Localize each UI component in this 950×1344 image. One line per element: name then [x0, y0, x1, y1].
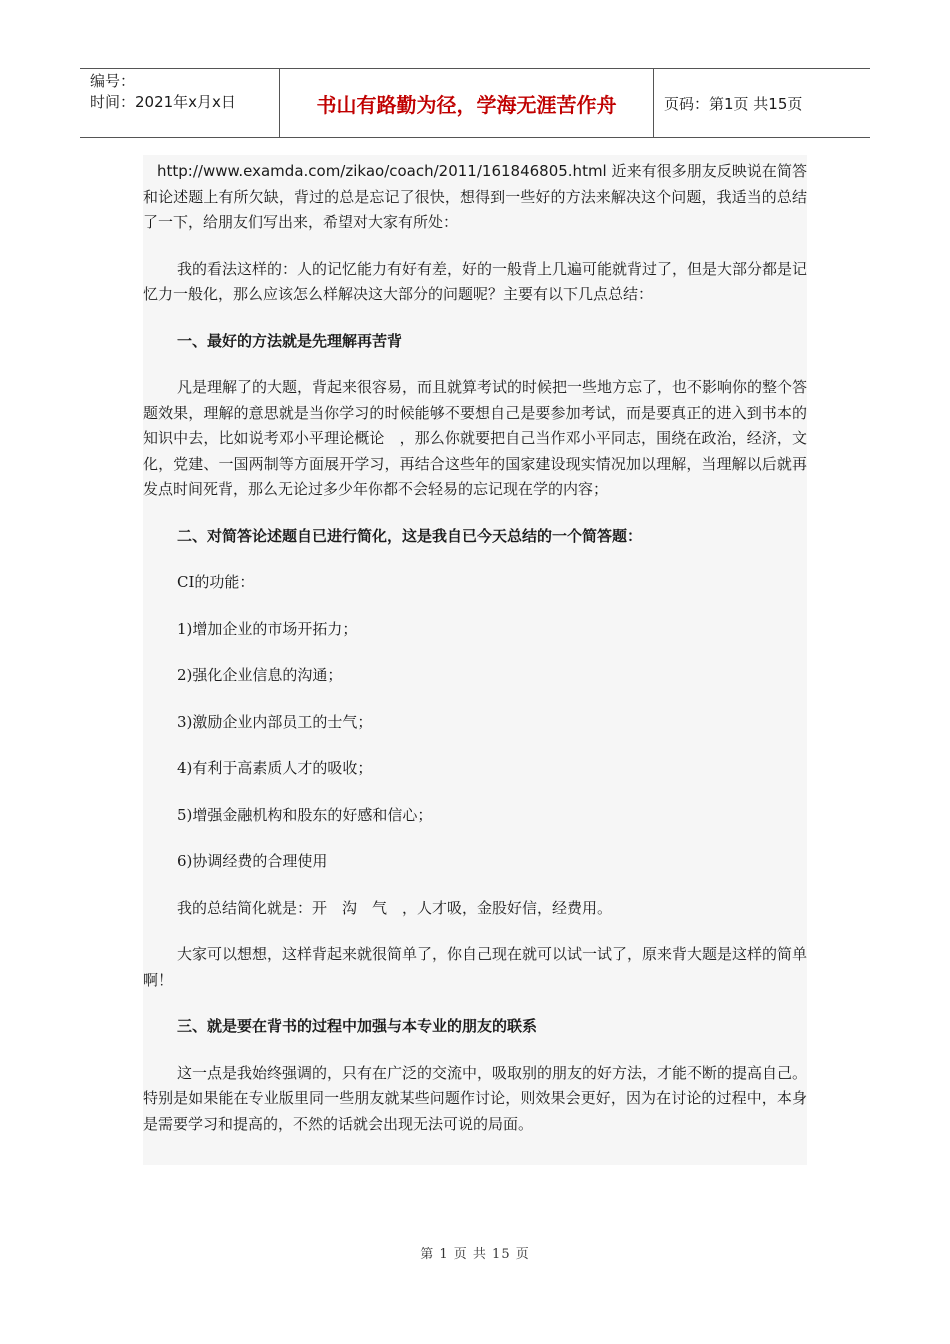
- section-2-paragraph: 大家可以想想，这样背起来就很简单了，你自己现在就可以试一试了，原来背大题是这样的简单啊！: [143, 945, 808, 989]
- intro-text: 近来有很多朋友反映说在简答和论述题上有所欠缺，背过的总是忘记了很快，想得到一些好的方法来解决这个问题，我适当的总结了一下，给朋友们写出来，希望对大家有所处：: [143, 162, 807, 231]
- summary-paragraph: 我的总结简化就是：开 沟 气 ，人才吸，金股好信，经费用。: [177, 898, 613, 917]
- section-1-paragraph: 凡是理解了的大题，背起来很容易，而且就算考试的时候把一些地方忘了，也不影响你的整个答题效果，理解的意思就是当你学习的时候能够不要想自己是要参加考试，而是要真正的进入到书本的知识中去，比如说考邓小平理论概论 ，那么你就要把自己当作邓小平同志，围绕在政治，经济，文化，党建、一国两制等方面展开学习，再结合这些年的国家建设现实情况加以理解，当理解以后就再发点时间死背，那么无论过多少年你都不会轻易的忘记现在学的内容；: [143, 378, 808, 498]
- section-heading-1: 一、最好的方法就是先理解再苦背: [177, 331, 403, 350]
- list-item: 4)有利于高素质人才的吸收；: [177, 759, 373, 777]
- document-date-label: 时间：2021年x月x日: [90, 93, 236, 111]
- document-number-label: 编号：: [90, 72, 136, 90]
- source-url: http://www.examda.com/zikao/coach/2011/161846805.html: [157, 162, 607, 180]
- header-page-info: 页码：第1页 共15页: [664, 94, 803, 113]
- page-header: [80, 68, 870, 138]
- page-footer: 第 1 页 共 15 页: [420, 1247, 530, 1262]
- section-heading-3: 三、就是要在背书的过程中加强与本专业的朋友的联系: [177, 1017, 538, 1035]
- document-body: [143, 155, 807, 1165]
- section-3-paragraph: 这一点是我始终强调的，只有在广泛的交流中，吸取别的朋友的好方法，才能不断的提高自己。特别是如果能在专业版里同一些朋友就某些问题作讨论，则效果会更好，因为在讨论的过程中，本身是需要学习和提高的，不然的话就会出现无法可说的局面。: [143, 1063, 808, 1133]
- list-item: 3)激励企业内部员工的士气；: [177, 712, 373, 731]
- list-item: 5)增强金融机构和股东的好感和信心；: [177, 805, 433, 824]
- list-item: 6)协调经费的合理使用: [177, 852, 328, 870]
- list-item: 2)强化企业信息的沟通；: [177, 666, 343, 684]
- section-heading-2: 二、对简答论述题自已进行简化，这是我自已今天总结的一个简答题：: [177, 526, 643, 545]
- intro-paragraph: [143, 159, 807, 236]
- list-item: 1)增加企业的市场开拓力；: [177, 619, 358, 638]
- header-motto: 书山有路勤为径，学海无涯苦作舟: [280, 69, 654, 137]
- view-paragraph: 我的看法这样的：人的记忆能力有好有差，好的一般背上几遍可能就背过了，但是大部分都是记忆力一般化，那么应该怎么样解决这大部分的问题呢？主要有以下几点总结：: [143, 259, 808, 303]
- header-meta: [80, 69, 280, 137]
- ci-title: CI的功能：: [177, 573, 255, 591]
